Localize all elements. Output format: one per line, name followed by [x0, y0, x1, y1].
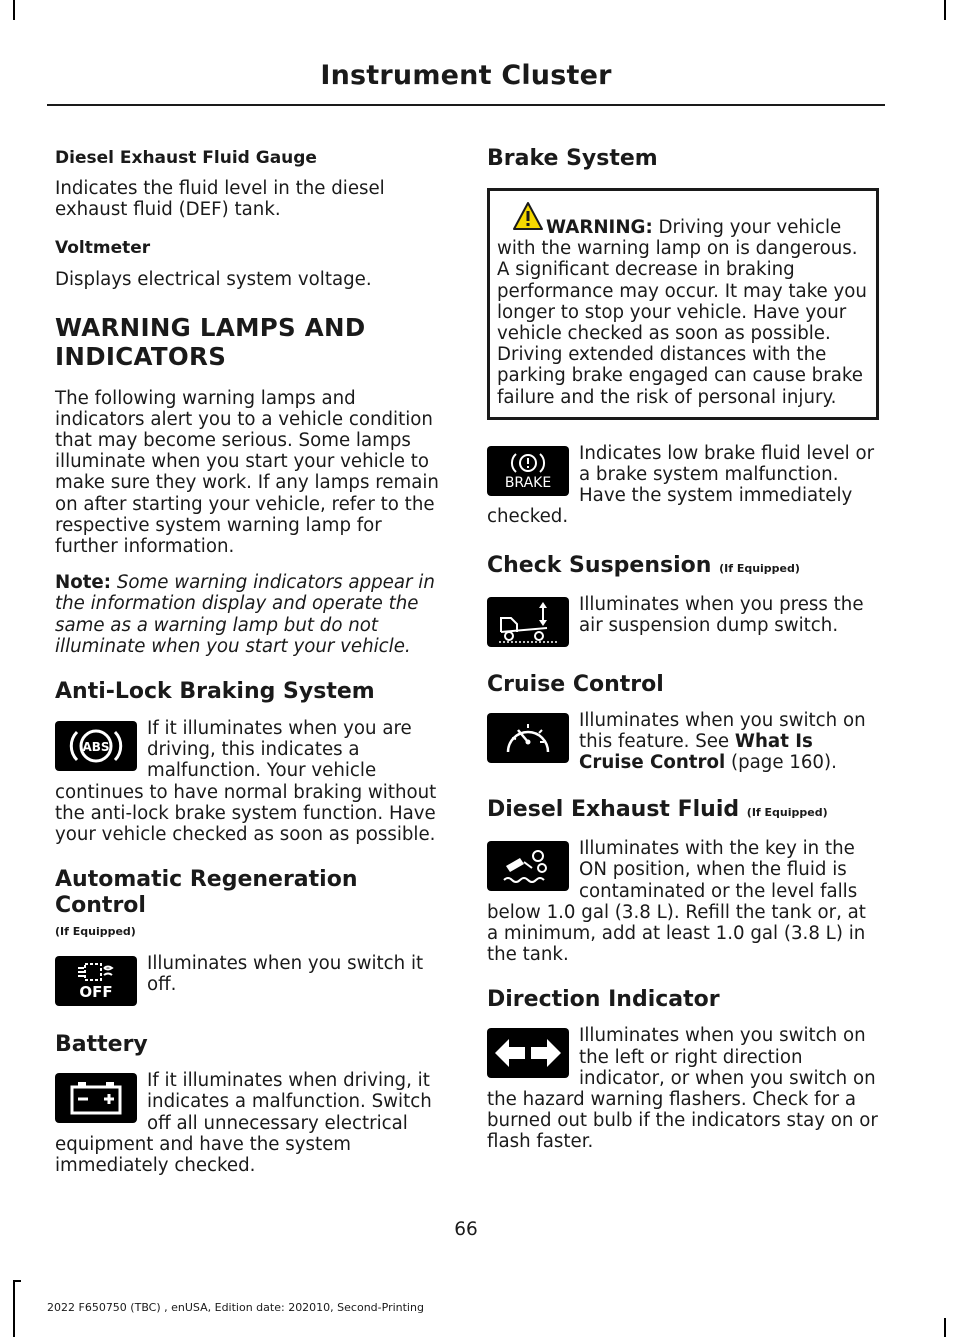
brake-text: Indicates low brake fluid level or a brake system malfunction. Have the system immediately checked. [487, 442, 875, 528]
regen-off-label: OFF [79, 983, 113, 1002]
suspension-text: Illuminates when you press the air suspension dump switch. [579, 593, 864, 636]
crop-mark [944, 0, 946, 20]
def-heading [487, 797, 879, 826]
footer-edition-info: 2022 F650750 (TBC) , enUSA, Edition date: 202010, Second-Printing [47, 1301, 424, 1314]
def-gauge-heading: Diesel Exhaust Fluid Gauge [55, 148, 317, 168]
def-section [487, 838, 879, 965]
note-text: Some warning indicators appear in the information display and operate the same as a warning lamp but do not illuminate when you start your vehicle. [55, 572, 435, 657]
regen-off-icon [55, 956, 137, 1006]
right-column [487, 146, 879, 1153]
warning-lamps-heading-line1: WARNING LAMPS AND [55, 312, 366, 342]
battery-section [55, 1070, 447, 1176]
abs-warning-icon [55, 721, 137, 771]
svg-text:ABS: ABS [82, 740, 110, 755]
page-number: 66 [454, 1219, 478, 1240]
regen-heading: Automatic Regeneration Control [55, 867, 358, 919]
suspension-optional-label: (If Equipped) [719, 561, 800, 575]
crop-mark [13, 1280, 21, 1282]
voltmeter-text: Displays electrical system voltage. [55, 269, 372, 291]
crop-mark [13, 1280, 15, 1337]
suspension-section [487, 594, 879, 651]
voltmeter-heading: Voltmeter [55, 238, 151, 259]
direction-heading: Direction Indicator [487, 987, 720, 1013]
warning-lamps-heading [55, 313, 447, 371]
cruise-control-icon [487, 713, 569, 763]
warning-lamps-note [55, 572, 447, 657]
suspension-icon [487, 597, 569, 647]
warning-triangle-icon [512, 201, 544, 231]
cruise-reference-link[interactable]: What Is Cruise Control [579, 730, 813, 774]
battery-icon [55, 1073, 137, 1123]
warning-lamps-heading-line2: INDICATORS [55, 341, 227, 371]
brake-heading: Brake System [487, 146, 658, 171]
abs-section [55, 718, 447, 845]
suspension-heading [487, 553, 879, 582]
abs-heading: Anti-Lock Braking System [55, 679, 375, 705]
direction-text: Illuminates when you switch on the left or right direction indicator, or when you switch on the hazard warning flashers. Check for a burned out bulb if the indicators stay on or flash faster. [487, 1025, 878, 1153]
direction-arrows-icon [487, 1028, 569, 1078]
regen-section [55, 953, 447, 1010]
cruise-text-before: Illuminates when you switch on this feature. See [579, 709, 866, 752]
direction-section [487, 1025, 879, 1152]
def-text: Illuminates with the key in the ON position, when the fluid is contaminated or the level falls below 1.0 gal (3.8 L). Refill the tank or, at a minimum, add at least 1.0 gal (3.8 L) in the tank. [487, 838, 866, 966]
def-heading-text: Diesel Exhaust Fluid [487, 797, 740, 823]
def-gauge-text: Indicates the fluid level in the diesel exhaust fluid (DEF) tank. [55, 178, 385, 221]
abs-text: If it illuminates when you are driving, this indicates a malfunction. Your vehicle continues to have normal braking without the anti-lock brake system function. Have your vehicle checked as soon as possible. [55, 718, 437, 846]
brake-icon-label: BRAKE [504, 474, 552, 491]
battery-heading: Battery [55, 1032, 148, 1058]
regen-text: Illuminates when you switch it off. [147, 953, 424, 996]
regen-optional-label: (If Equipped) [55, 925, 136, 939]
crop-mark [13, 0, 15, 20]
brake-section [487, 443, 879, 528]
battery-text: If it illuminates when driving, it indicates a malfunction. Switch off all unnecessary electrical equipment and have the system immediately checked. [55, 1070, 432, 1177]
cruise-heading: Cruise Control [487, 671, 664, 697]
brake-warning-box [487, 188, 879, 420]
warning-label: WARNING: [546, 217, 653, 238]
warning-lamps-intro: The following warning lamps and indicators alert you to a vehicle condition that may become serious. Some lamps illuminate when you start your vehicle to make sure they work. If any lamps remain on after starting your vehicle, refer to the respective system warning lamp for further information. [55, 387, 439, 558]
brake-warning-icon [487, 446, 569, 496]
left-column [55, 146, 447, 1176]
suspension-heading-text: Check Suspension [487, 552, 712, 578]
cruise-text-after: (page 160). [730, 752, 837, 774]
header-divider [47, 104, 885, 106]
page-title: Instrument Cluster [320, 60, 612, 91]
cruise-section [487, 710, 879, 774]
def-warning-icon [487, 841, 569, 891]
warning-text: Driving your vehicle with the warning lamp on is dangerous. A significant decrease in braking performance may occur. It may take you longer to stop your vehicle. Have your vehicle checked as soon as possible. Driving extended distances with the parking brake engaged can cause brake failure and the risk of personal injury. [497, 217, 867, 408]
crop-mark [944, 1318, 946, 1337]
def-optional-label: (If Equipped) [746, 806, 828, 820]
note-label: Note: [55, 572, 112, 594]
